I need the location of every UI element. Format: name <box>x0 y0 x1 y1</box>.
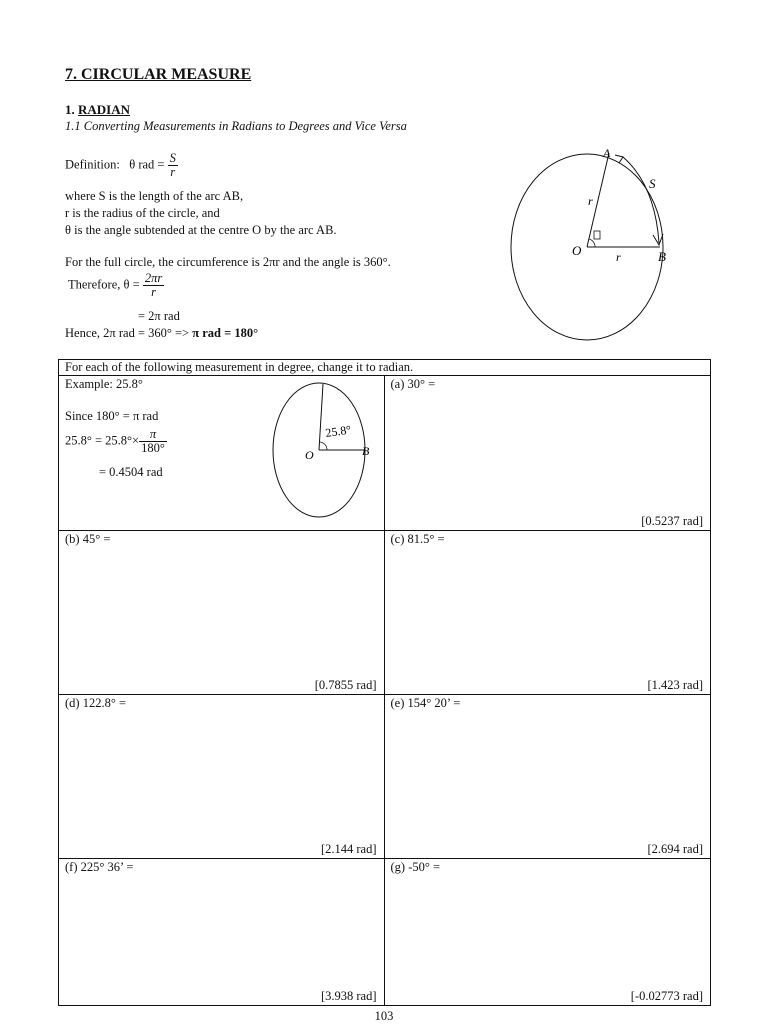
example-radius-a <box>319 384 323 450</box>
page-number: 103 <box>374 1009 394 1023</box>
definition-line: θ is the angle subtended at the centre O by the arc AB. <box>65 223 337 237</box>
fraction-numerator: S <box>169 151 176 165</box>
table-header: For each of the following measurement in degree, change it to radian. <box>59 360 711 376</box>
exercise-answer: [2.144 rad] <box>320 842 377 856</box>
therefore-formula <box>68 272 164 299</box>
label-o: O <box>572 243 582 258</box>
definition-line: where S is the length of the arc AB, <box>65 189 244 203</box>
therefore-fraction <box>143 272 164 299</box>
exercise-label: (c) 81.5° = <box>390 532 445 546</box>
fraction-denominator: r <box>151 285 156 300</box>
example-label-b: B <box>362 444 370 458</box>
exercise-label: (g) -50° = <box>390 860 441 874</box>
exercise-cell <box>59 859 385 1006</box>
exercise-cell <box>59 531 385 695</box>
exercise-label: (b) 45° = <box>65 532 111 546</box>
label-a: A <box>603 146 611 160</box>
exercise-answer: [0.5237 rad] <box>641 514 703 528</box>
exercise-label: (a) 30° = <box>390 377 436 391</box>
fraction-denominator: r <box>170 165 176 180</box>
arc-arrow <box>623 157 659 243</box>
section-title: RADIAN <box>78 102 130 117</box>
therefore-lhs: Therefore, θ = <box>68 277 140 292</box>
example-diagram <box>269 380 379 525</box>
exercise-answer: [1.423 rad] <box>647 678 703 692</box>
section-number: 1. <box>65 102 75 117</box>
example-result: = 0.4504 rad <box>99 465 163 479</box>
definition-line: r is the radius of the circle, and <box>65 206 220 220</box>
exercise-cell <box>384 531 711 695</box>
example-fraction <box>139 428 167 455</box>
exercise-answer: [-0.02773 rad] <box>630 989 703 1003</box>
exercise-table <box>58 359 711 1006</box>
example-cell <box>59 376 385 531</box>
exercise-answer: [0.7855 rad] <box>314 678 377 692</box>
therefore-result: = 2π rad <box>138 309 180 323</box>
hence-bold: π rad = 180° <box>192 326 259 340</box>
label-r-base: r <box>616 250 621 264</box>
example-since: Since 180° = π rad <box>65 409 159 423</box>
exercise-label: (d) 122.8° = <box>65 696 126 710</box>
definition-label: Definition: <box>65 157 120 172</box>
definition-lhs: θ rad = <box>129 157 165 172</box>
exercise-cell <box>59 695 385 859</box>
fraction-numerator: π <box>139 428 167 442</box>
example-label: Example: 25.8° <box>65 377 143 391</box>
angle-arc <box>589 239 595 247</box>
hence-line <box>65 326 258 341</box>
exercise-label: (e) 154° 20’ = <box>390 696 461 710</box>
exercise-answer: [3.938 rad] <box>320 989 377 1003</box>
chapter-title: 7. CIRCULAR MEASURE <box>65 66 252 83</box>
exercise-answer: [2.694 rad] <box>647 842 703 856</box>
label-b: B <box>658 249 666 264</box>
exercise-cell <box>384 859 711 1006</box>
theta-box <box>594 231 600 239</box>
arrow-tail-icon <box>615 155 623 163</box>
definition-fraction <box>168 152 178 179</box>
exercise-label: (f) 225° 36’ = <box>65 860 134 874</box>
fraction-numerator: 2πr <box>144 271 163 285</box>
label-s: S <box>649 176 656 191</box>
section-heading <box>65 102 130 118</box>
circle-diagram <box>505 145 685 345</box>
exercise-cell <box>384 376 711 531</box>
example-angle-arc <box>320 442 327 450</box>
subsection-heading: 1.1 Converting Measurements in Radians to Degrees and Vice Versa <box>65 119 407 133</box>
example-angle-label: 25.8° <box>324 422 352 440</box>
example-formula <box>65 428 167 455</box>
exercise-cell <box>384 695 711 859</box>
example-label-o: O <box>305 448 314 462</box>
definition-formula <box>65 152 178 179</box>
full-circle-text: For the full circle, the circumference is 2πr and the angle is 360°. <box>65 255 391 269</box>
fraction-denominator: 180° <box>141 441 165 456</box>
label-r-slant: r <box>588 194 593 208</box>
example-lhs: 25.8° = 25.8°× <box>65 433 140 448</box>
hence-text: Hence, 2π rad = 360° => <box>65 326 190 340</box>
